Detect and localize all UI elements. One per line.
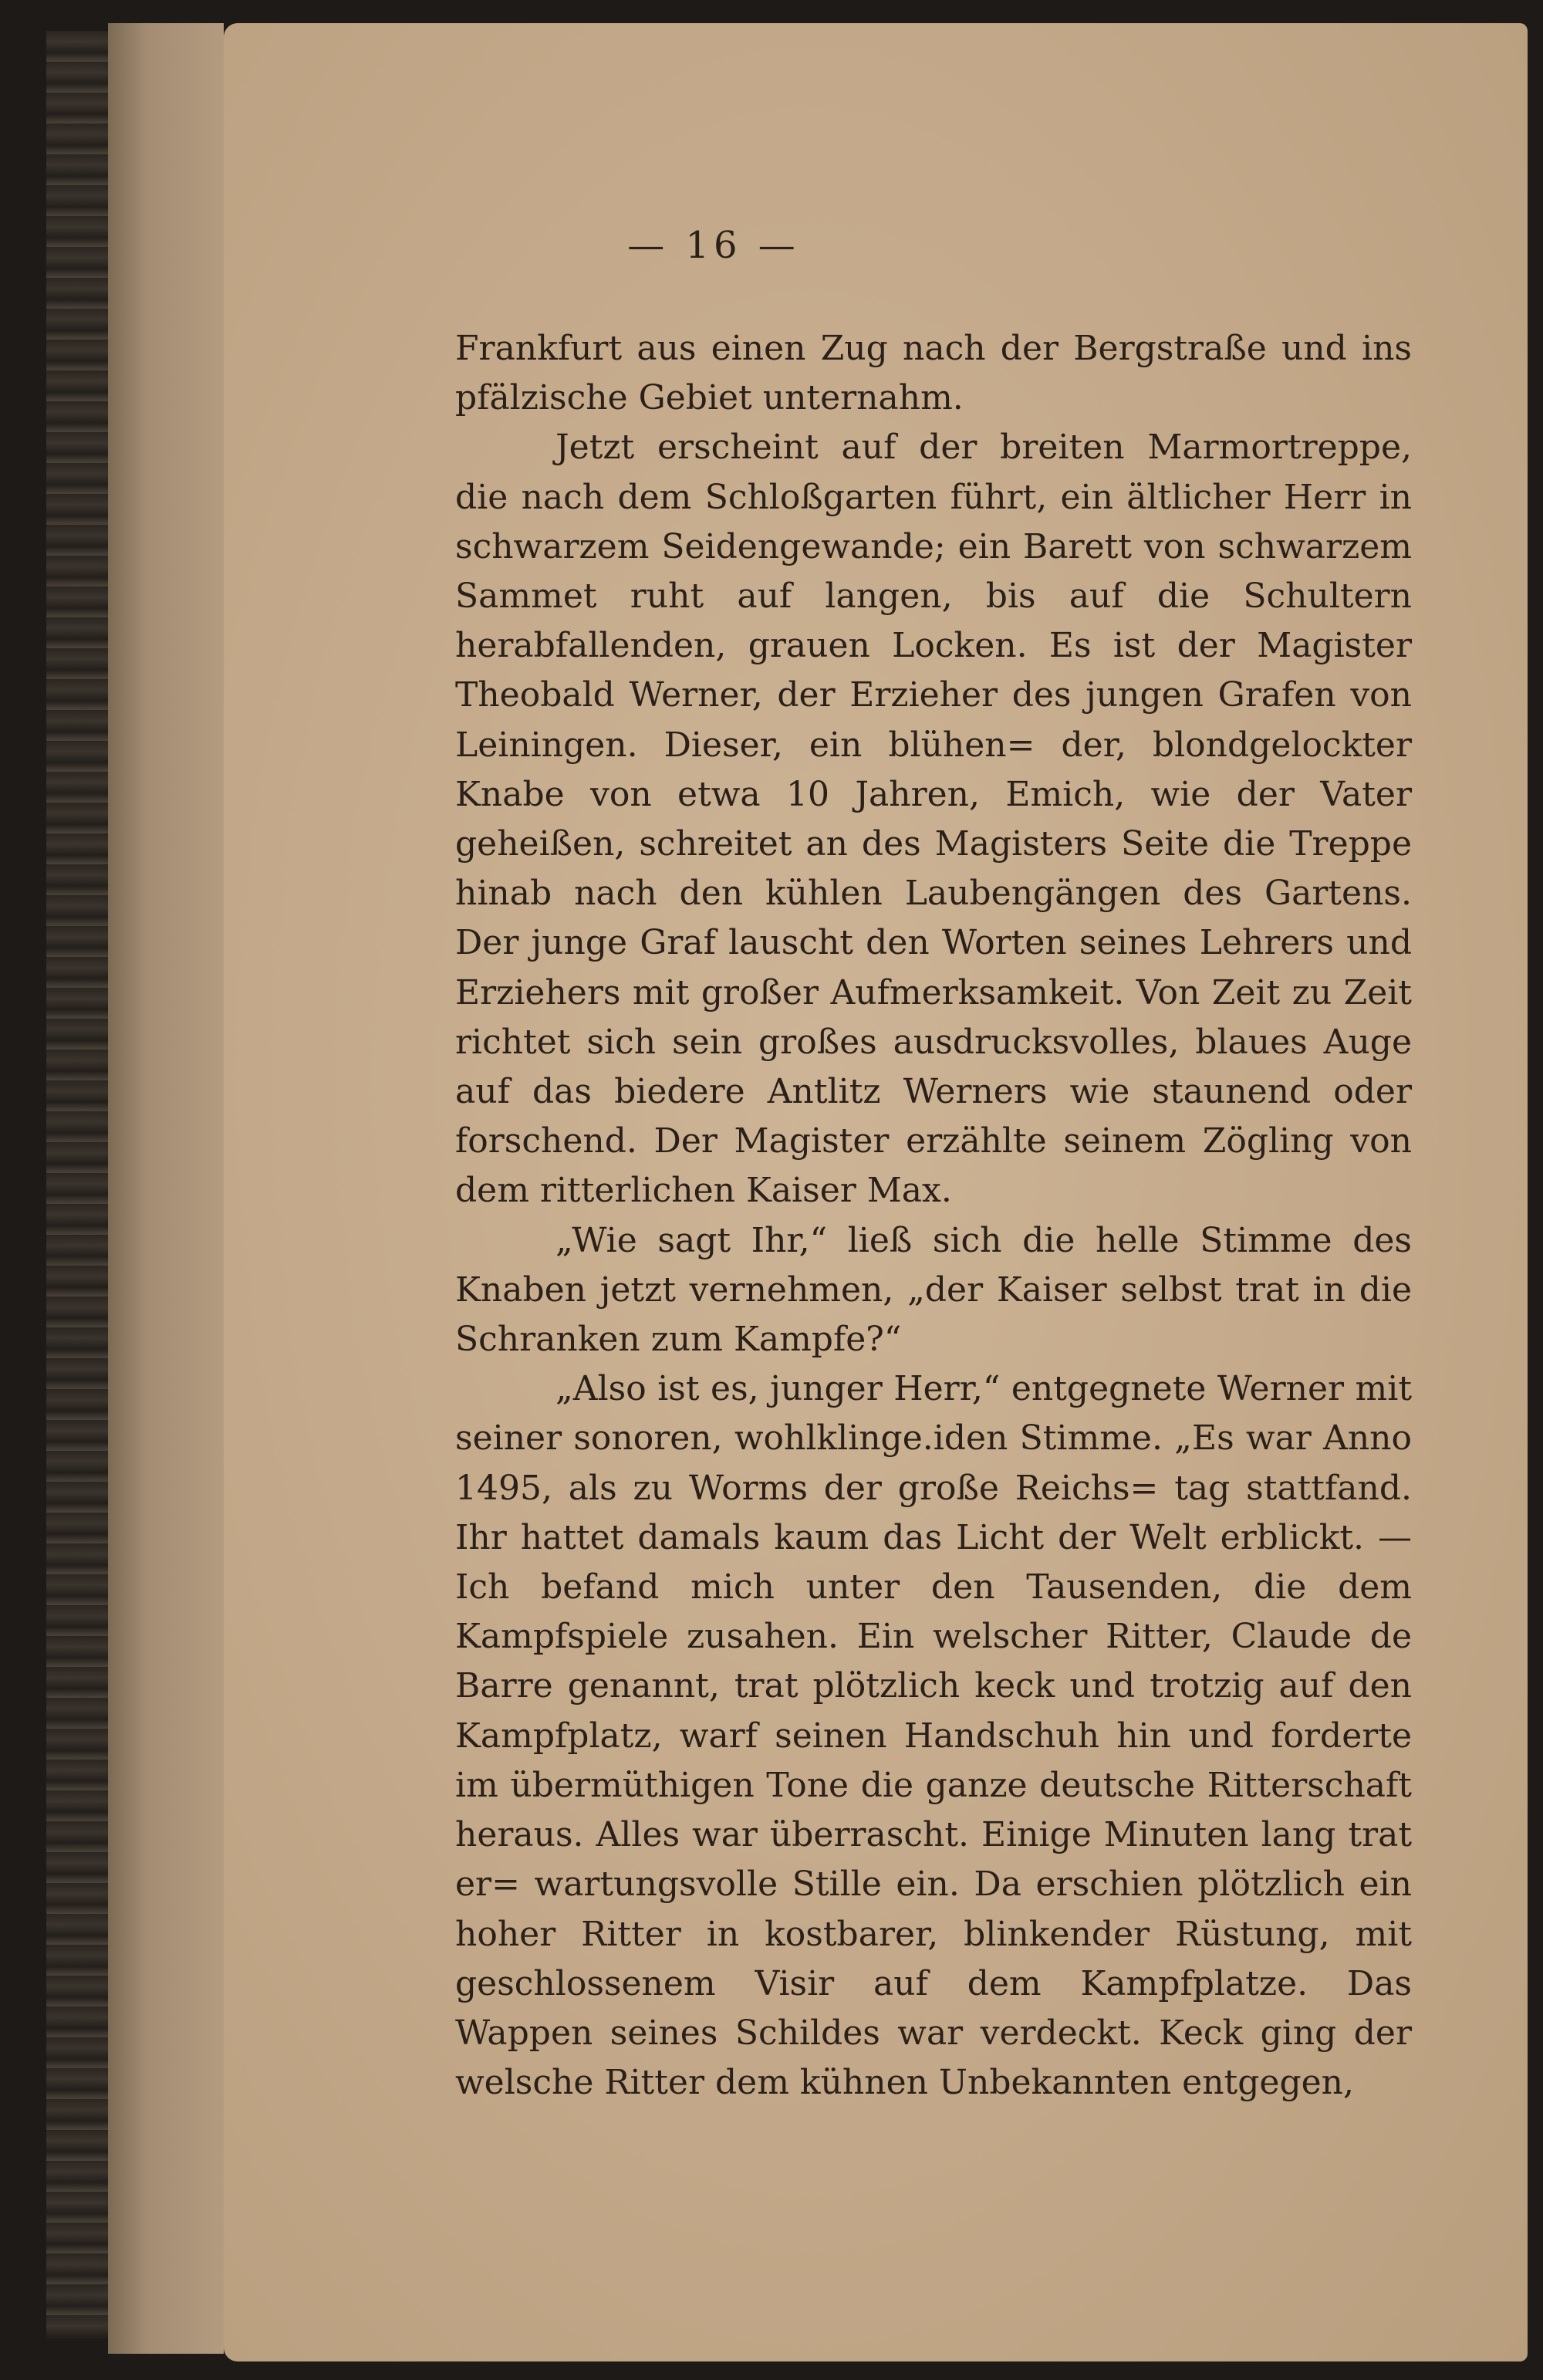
paragraph-4: „Also ist es, junger Herr,“ entgegnete Werner mit seiner sonoren, wohlklinge.iden Stimme. „Es war Anno 1495, als zu Worms der große Reichs= tag stattfand. Ihr hattet damals kaum das Licht der Welt erblickt. — Ich befand mich unter den Tausenden, die dem Kampfspiele zusahen. Ein welscher Ritter, Claude de Barre genannt, trat plötzlich keck und trotzig auf den Kampfplatz, warf seinen Handschuh hin und forderte im übermüthigen Tone die ganze deutsche Ritterschaft heraus. Alles war überrascht. Einige Minuten lang trat er= wartungsvolle Stille ein. Da erschien plötzlich ein hoher Ritter in kostbarer, blinkender Rüstung, mit geschlossenem Visir auf dem Kampfplatze. Das Wappen seines Schildes war verdeckt. Keck ging der welsche Ritter dem kühnen Unbekannten entgegen, [455, 1369, 1412, 2103]
body-text [455, 324, 1412, 2108]
paragraph-1: Frankfurt aus einen Zug nach der Bergstraße und ins pfälzische Gebiet unternahm. [455, 329, 1412, 418]
page-edge [108, 23, 224, 2354]
page-number: — 16 — [627, 224, 800, 267]
book-binding [46, 31, 111, 2338]
paragraph-3: „Wie sagt Ihr,“ ließ sich die helle Stimme des Knaben jetzt vernehmen, „der Kaiser selbst trat in die Schranken zum Kampfe?“ [455, 1220, 1412, 1360]
paragraph-2: Jetzt erscheint auf der breiten Marmortreppe, die nach dem Schloßgarten führt, ein ältlicher Herr in schwarzem Seidengewande; ein Barett von schwarzem Sammet ruht auf langen, bis auf die Schultern herabfallenden, grauen Locken. Es ist der Magister Theobald Werner, der Erzieher des jungen Grafen von Leiningen. Dieser, ein blühen= der, blondgelockter Knabe von etwa 10 Jahren, Emich, wie der Vater geheißen, schreitet an des Magisters Seite die Treppe hinab nach den kühlen Laubengängen des Gartens. Der junge Graf lauscht den Worten seines Lehrers und Erziehers mit großer Aufmerksamkeit. Von Zeit zu Zeit richtet sich sein großes ausdrucksvolles, blaues Auge auf das biedere Antlitz Werners wie staunend oder forschend. Der Magister erzählte seinem Zögling von dem ritterlichen Kaiser Max. [455, 428, 1412, 1211]
